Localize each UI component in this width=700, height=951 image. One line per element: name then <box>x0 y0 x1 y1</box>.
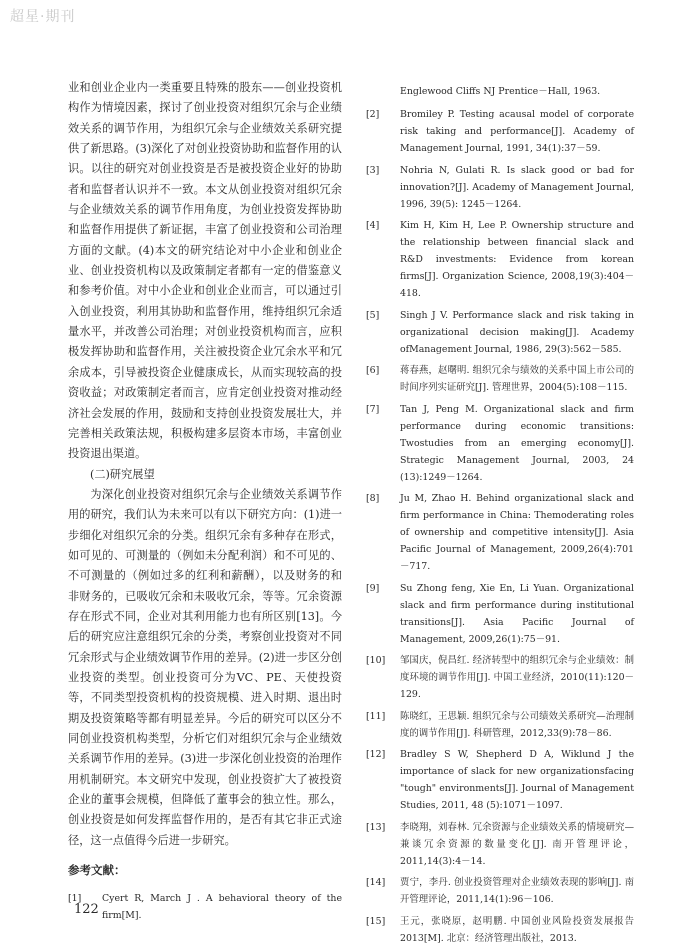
reference-number: [13] <box>366 821 386 833</box>
reference-number: [2] <box>366 109 380 120</box>
reference-text: Englewood Cliffs NJ Prentice－Hall, 1963. <box>400 86 601 97</box>
reference-number: [4] <box>366 220 380 231</box>
reference-text: 李晓翔，刘春林. 冗余资源与企业绩效关系的情境研究—兼谈冗余资源的数量变化[J]. 南开管理评论，2011,14(3):4－14. <box>400 821 634 867</box>
reference-item-13 <box>366 819 636 870</box>
reference-number: [3] <box>366 164 380 176</box>
reference-text: 王元，张晓原，赵明鹏. 中国创业风险投资发展报告2013[M]. 北京：经济管理出版社，2013. <box>400 915 634 944</box>
right-column <box>366 83 636 951</box>
body-paragraph-2: 为深化创业投资对组织冗余与企业绩效关系调节作用的研究，我们认为未来可以有以下研究方向：(1)进一步细化对组织冗余的分类。组织冗余有多种存在形式，如可见的、可测量的（例如未分配利润）和不可见的、不可测量的（例如过多的红利和薪酬），以及财务的和非财务的，已吸收冗余和未吸收冗余，等等。冗余资源存在形式不同，企业对其利用能力也有所区别[13]。今后的研究应注意组织冗余的分类，考察创业投资对不同冗余形式与企业绩效调节作用的差异。(2)进一步区分创业投资的类型。创业投资可分为VC、PE、天使投资等，不同类型投资机构的投资规模、进入时期、退出时期及投资策略等都有明显差异。今后的研究可以区分不同创业投资机构类型，分析它们对组织冗余与企业绩效关系调节作用的差异。(3)进一步深化创业投资的治理作用机制研究。本文研究中发现，创业投资扩大了被投资企业的董事会规模，但降低了董事会的独立性。那么，创业投资是如何发挥监督作用的，是否有其它非正式途径，这一点值得今后进一步研究。 <box>68 487 342 847</box>
reference-number: [10] <box>366 655 386 666</box>
reference-text: 陈晓红，王思颖. 组织冗余与公司绩效关系研究—治理制度的调节作用[J]. 科研管理，2012,33(9):78－86. <box>400 710 634 739</box>
reference-number: [12] <box>366 749 386 760</box>
reference-text: 蒋春燕，赵曙明. 组织冗余与绩效的关系中国上市公司的时间序列实证研究[J]. 管理世界，2004(5):108－115. <box>400 365 634 393</box>
reference-item-8 <box>366 490 636 575</box>
reference-number: [1] <box>68 893 82 905</box>
body-paragraph-1: 业和创业企业内一类重要且特殊的股东——创业投资机构作为情境因素，探讨了创业投资对组织冗余与企业绩效关系的调节作用，为组织冗余与企业绩效关系研究提供了新思路。(3)深化了对创业投资协助和监督作用的认识。以往的研究对创业投资是否是被投资企业好的协助者和监督者认识并不一致。本文从创业投资对组织冗余与企业绩效关系的调节作用角度，为创业投资发挥协助和监督作用提供了新证据，丰富了创业投资和公司治理方面的文献。(4)本文的研究结论对中小企业和创业企业、创业投资机构以及政策制定者都有一定的借鉴意义和参考价值。对中小企业和创业企业而言，可以通过引入创业投资，利用其协助和监督作用，维持组织冗余适量水平，并改善公司治理；对创业投资机构而言，应积极发挥协助和监督作用，关注被投资企业冗余水平和冗余成本，引导被投资企业健康成长，从而实现较高的投资收益；对政策制定者而言，应肯定创业投资对推动经济社会发展的作用，鼓励和支持创业投资发展壮大，并完善相关政策法规，积极构建多层资本市场，丰富创业投资退出渠道。 <box>68 81 342 461</box>
reference-item-7 <box>366 401 636 486</box>
reference-item-3 <box>366 162 636 213</box>
reference-number: [6] <box>366 365 380 376</box>
reference-text: 邹国庆，倪昌红. 经济转型中的组织冗余与企业绩效：制度环境的调节作用[J]. 中国工业经济，2010(11):120－129. <box>400 655 634 700</box>
reference-item-4 <box>366 217 636 302</box>
left-column <box>68 78 342 929</box>
reference-text: Tan J, Peng M. Organizational slack and firm performance during economic transitions: Twostudies from an emerging economy[J]. Strategic Management Journal, 2003, 24 (13):1249－1264. <box>400 403 634 483</box>
reference-item-6 <box>366 362 636 396</box>
reference-text: Kim H, Kim H, Lee P. Ownership structure and the relationship between financial slack and R&D investments: Evidence from korean firms[J]. Organization Science, 2008,19(3):404－418. <box>400 220 634 299</box>
reference-item-1-continued <box>366 83 636 100</box>
reference-item-9 <box>366 580 636 648</box>
reference-number: [5] <box>366 309 380 321</box>
reference-text: 贾宁，李丹. 创业投资管理对企业绩效表现的影响[J]. 南开管理评论，2011,14(1):96－106. <box>400 877 634 905</box>
reference-number: [14] <box>366 877 386 888</box>
reference-text: Ju M, Zhao H. Behind organizational slack and firm performance in China: Themoderating roles of ownership and competitive intensity[J]. Asia Pacific Journal of Management, 2009,26(4):701－717. <box>400 493 634 572</box>
reference-number: [7] <box>366 403 380 415</box>
reference-text: Cyert R, March J . A behavioral theory of the firm[M]. <box>102 893 342 922</box>
section-subheading: (二)研究展望 <box>90 467 155 481</box>
reference-list <box>366 106 636 947</box>
reference-text: Nohria N, Gulati R. Is slack good or bad for innovation?[J]. Academy of Management Journal, 1996, 39(5): 1245－1264. <box>400 164 634 210</box>
reference-item-5 <box>366 307 636 358</box>
watermark-logo: 超星·期刊 <box>10 9 76 25</box>
reference-item-11 <box>366 708 636 742</box>
reference-text: Bradley S W, Shepherd D A, Wiklund J the importance of slack for new organizationsfacing "tough" environments[J]. Journal of Management Studies, 2011, 48 (5):1071－1097. <box>400 749 634 811</box>
reference-number: [11] <box>366 710 386 722</box>
reference-text: Singh J V. Performance slack and risk taking in organizational decision making[J]. Academy ofManagement Journal, 1986, 29(3):562－585. <box>400 309 634 355</box>
reference-number: [9] <box>366 582 380 594</box>
reference-item-2 <box>366 106 636 157</box>
reference-item-1 <box>68 890 342 924</box>
reference-item-14 <box>366 874 636 908</box>
references-heading: 参考文献： <box>68 863 126 878</box>
reference-item-15 <box>366 913 636 947</box>
reference-item-12 <box>366 746 636 814</box>
page-number: 122 <box>74 902 99 917</box>
reference-number: [8] <box>366 493 380 504</box>
reference-text: Su Zhong feng, Xie En, Li Yuan. Organizational slack and firm performance during institutional transitions[J]. Asia Pacific Journal of Management, 2009,26(1):75－91. <box>400 582 634 645</box>
reference-text: Bromiley P. Testing acausal model of corporate risk taking and performance[J]. Academy of Management Journal, 1991, 34(1):37－59. <box>400 109 634 154</box>
reference-number: [15] <box>366 915 386 927</box>
reference-item-10 <box>366 652 636 703</box>
